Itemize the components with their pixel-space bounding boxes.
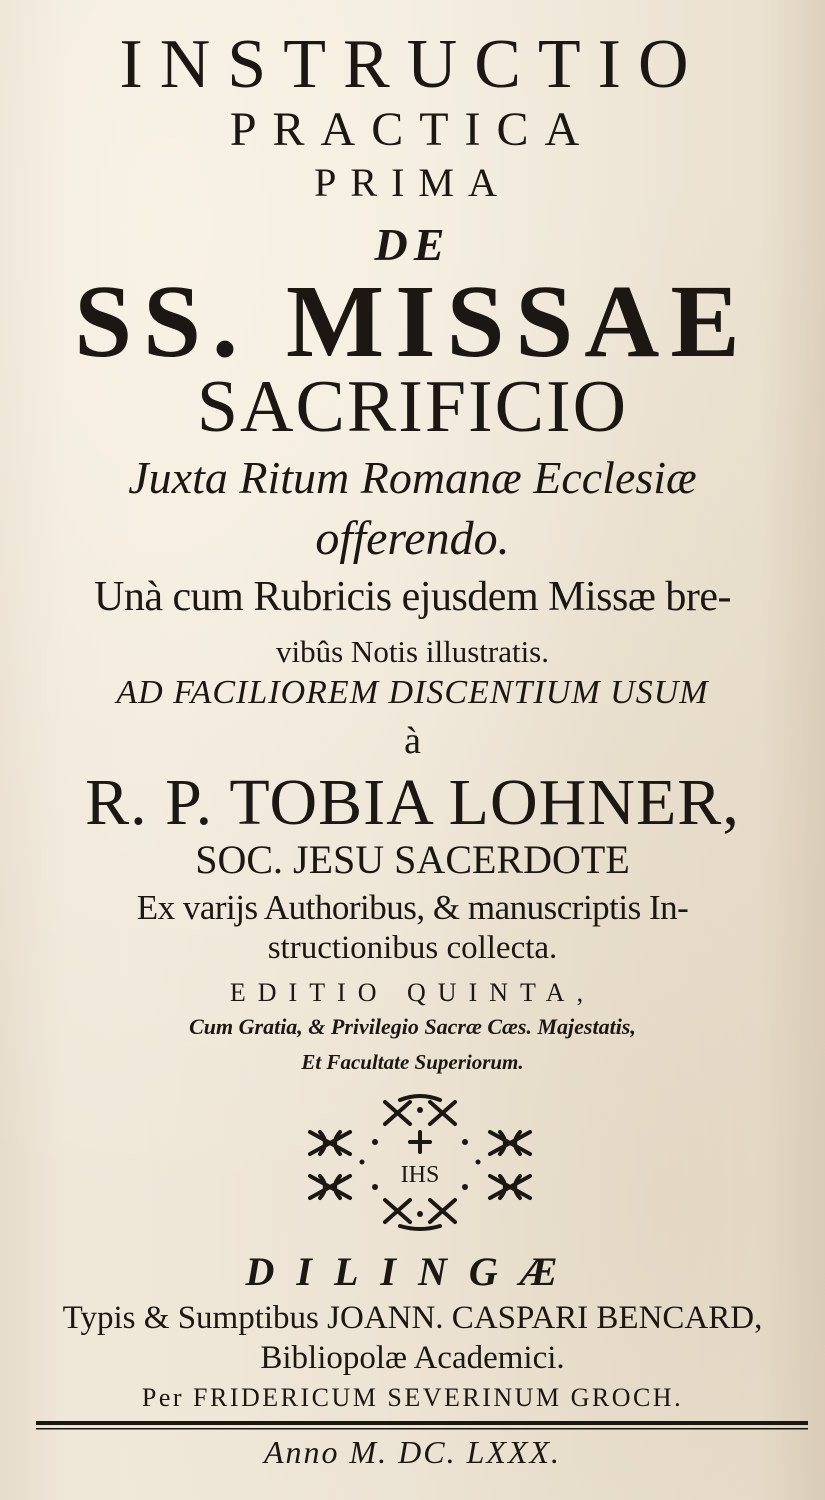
title-line-practica: PRACTICA — [229, 103, 596, 156]
imprint-place: DILINGÆ — [245, 1249, 580, 1294]
subtitle-una-cum-rubricis: Unà cum Rubricis ejusdem Missæ bre- — [94, 574, 731, 620]
author-name: R. P. TOBIA LOHNER, — [85, 766, 740, 839]
imprint-year: Anno M. DC. LXXX. — [263, 1434, 562, 1470]
imprint-printer: Typis & Sumptibus JOANN. CASPARI BENCARD, — [62, 1300, 763, 1336]
ihs-monogram: IHS — [400, 1162, 440, 1188]
imprint-via: Per FRIDERICUM SEVERINUM GROCH. — [141, 1383, 684, 1412]
purpose-line: AD FACILIOREM DISCENTIUM USUM — [116, 674, 709, 711]
title-line-de: DE — [374, 219, 451, 270]
subtitle-vibus-notis: vibûs Notis illustratis. — [276, 634, 549, 669]
subtitle-juxta-ritum: Juxta Ritum Romanæ Ecclesiæ — [128, 452, 697, 503]
sources-line-2: structionibus collecta. — [267, 930, 558, 966]
title-line-ss-missae: SS. MISSAE — [74, 264, 751, 379]
sources-line-1: Ex varijs Authoribus, & manuscriptis In- — [136, 888, 689, 927]
title-line-sacrificio: SACRIFICIO — [196, 366, 629, 448]
double-rule-divider — [36, 1420, 808, 1432]
author-affiliation: SOC. JESU SACERDOTE — [195, 837, 630, 882]
title-line-instructio: INSTRUCTIO — [119, 26, 706, 103]
title-line-prima: PRIMA — [314, 160, 511, 205]
privilege-statement: Cum Gratia, & Privilegio Sacræ Cæs. Majestatis, — [189, 1014, 636, 1039]
subtitle-offerendo: offerendo. — [315, 512, 510, 565]
edition-statement: EDITIO QUINTA, — [229, 978, 596, 1007]
imprint-bookseller: Bibliopolæ Academici. — [260, 1340, 565, 1376]
approval-statement: Et Facultate Superiorum. — [301, 1050, 524, 1074]
preposition-a: à — [404, 720, 421, 762]
